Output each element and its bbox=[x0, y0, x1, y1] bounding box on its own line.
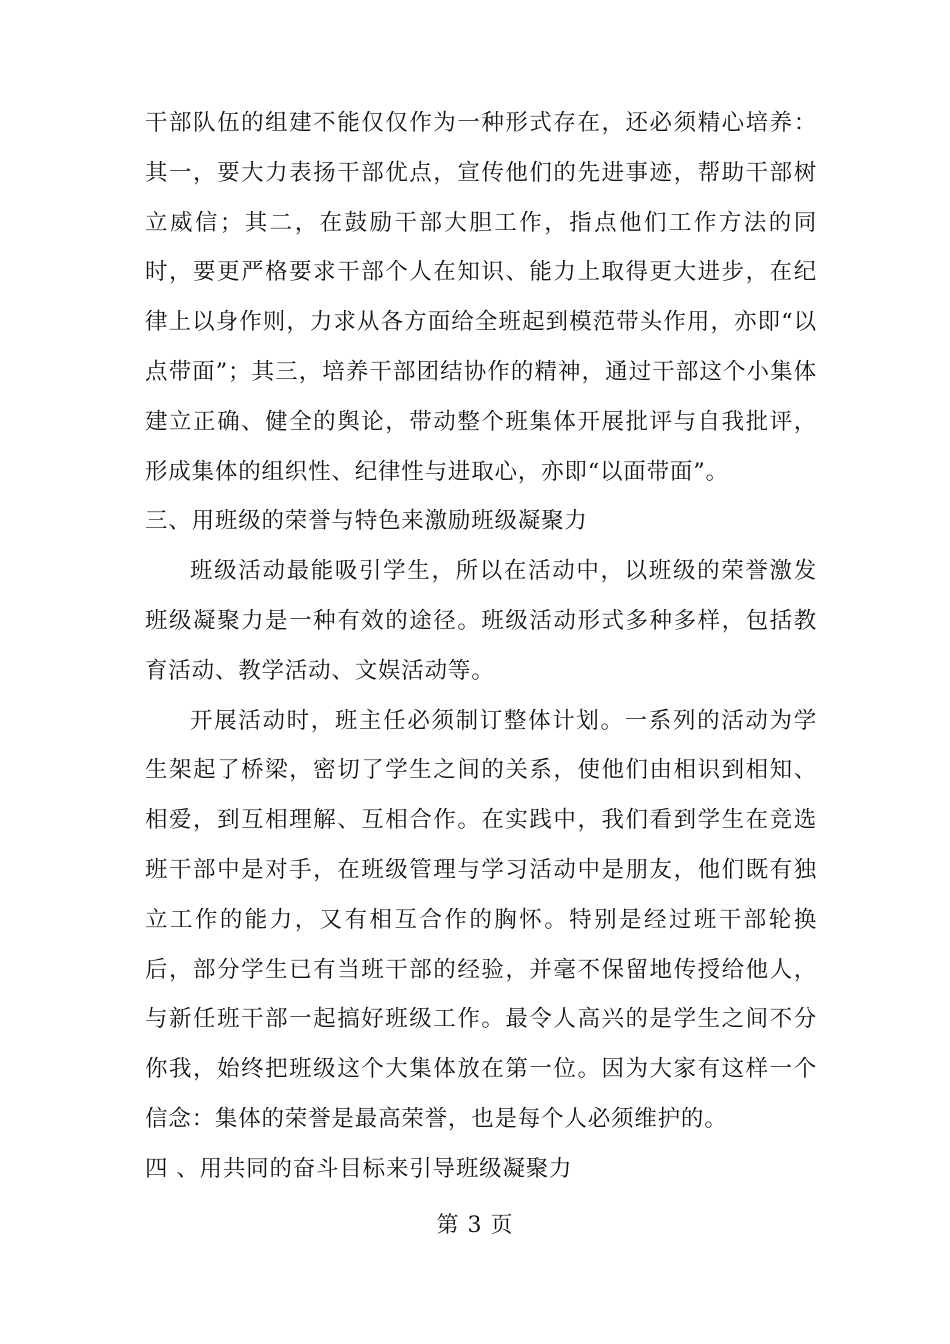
paragraph-class-activities: 班级活动最能吸引学生，所以在活动中，以班级的荣誉激发班级凝聚力是一种有效的途径。班级活动形式多种多样，包括教育活动、教学活动、文娱活动等。 bbox=[145, 558, 817, 684]
page-number: 第 3 页 bbox=[436, 1213, 514, 1238]
section-heading-3: 三、用班级的荣誉与特色来激励班级凝聚力 bbox=[145, 508, 588, 535]
section-heading-4: 四 、用共同的奋斗目标来引导班级凝聚力 bbox=[145, 1155, 573, 1182]
paragraph-activity-plan: 开展活动时，班主任必须制订整体计划。一系列的活动为学生架起了桥梁，密切了学生之间的关系，使他们由相识到相知、相爱，到互相理解、互相合作。在实践中，我们看到学生在竞选班干部中是对手，在班级管理与学习活动中是朋友，他们既有独立工作的能力，又有相互合作的胸怀。特别是经过班干部轮换后，部分学生已有当班干部的经验，并毫不保留地传授给他人，与新任班干部一起搞好班级工作。最令人高兴的是学生之间不分你我，始终把班级这个大集体放在第一位。因为大家有这样一个信念：集体的荣誉是最高荣誉，也是每个人必须维护的。 bbox=[145, 707, 817, 1132]
paragraph-cadre-training: 干部队伍的组建不能仅仅作为一种形式存在，还必须精心培养：其一，要大力表扬干部优点，宣传他们的先进事迹，帮助干部树立威信；其二，在鼓励干部大胆工作，指点他们工作方法的同时，要更严格要求干部个人在知识、能力上取得更大进步，在纪律上以身作则，力求从各方面给全班起到模范带头作用，亦即“以点带面”；其三，培养干部团结协作的精神，通过干部这个小集体建立正确、健全的舆论，带动整个班集体开展批评与自我批评，形成集体的组织性、纪律性与进取心，亦即“以面带面”。 bbox=[145, 110, 817, 485]
document-body bbox=[145, 99, 817, 1195]
